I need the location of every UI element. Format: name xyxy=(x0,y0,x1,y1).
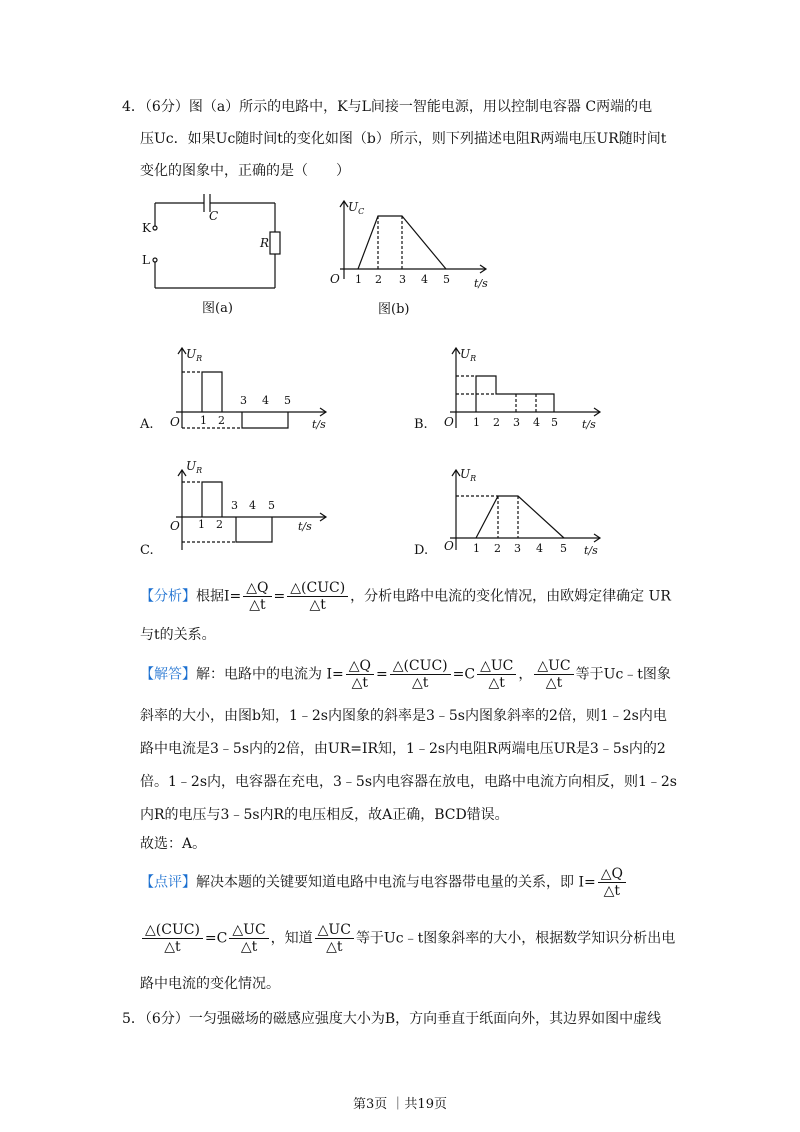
option-c-label: C. xyxy=(140,543,154,558)
origin: O xyxy=(330,272,340,286)
tick-1: 1 xyxy=(200,414,207,427)
answer-line-4: 倍。1﹣2s内，电容器在充电，3﹣5s内电容器在放电，电路中电流方向相反，则1﹣2s xyxy=(140,774,677,790)
ylabel-sub: R xyxy=(470,474,477,483)
answer-line-2: 斜率的大小，由图b知，1﹣2s内图象的斜率是3﹣5s内图象斜率的2倍，则1﹣2s内电 xyxy=(140,708,667,724)
tick-2: 2 xyxy=(494,542,501,555)
comma: ， xyxy=(518,666,533,683)
tick-5: 5 xyxy=(551,416,558,429)
option-b-ylabel xyxy=(460,347,476,363)
label-r: R xyxy=(260,236,270,250)
tick-3: 3 xyxy=(399,273,406,286)
option-c-chart xyxy=(140,459,340,562)
comment-line-3: 路中电流的变化情况。 xyxy=(140,976,280,992)
ylabel xyxy=(348,200,364,216)
fraction xyxy=(315,922,354,955)
numerator: △Q xyxy=(346,658,374,675)
label-k: K xyxy=(142,221,151,235)
option-d-label: D. xyxy=(414,543,429,558)
analysis-text-1: 根据I= xyxy=(196,588,242,605)
label-c: C xyxy=(209,209,219,223)
ylabel-text: U xyxy=(186,347,197,361)
fraction xyxy=(142,922,203,955)
answer-line-1 xyxy=(140,658,671,691)
fraction xyxy=(390,658,451,691)
option-b-origin: O xyxy=(444,415,454,429)
ylabel-text: U xyxy=(348,200,359,214)
numerator: △UC xyxy=(315,922,354,939)
option-a-xlabel: t/s xyxy=(312,418,326,431)
fraction xyxy=(477,658,516,691)
fraction xyxy=(346,658,374,691)
q4-line-2: 压Uc．如果Uc随时间t的变化如图（b）所示，则下列描述电阻R两端电压UR随时间t xyxy=(140,131,667,147)
numerator: △(CUC) xyxy=(390,658,451,675)
ylabel-sub: R xyxy=(470,354,477,363)
option-c-origin: O xyxy=(170,519,180,533)
equals-sign: = xyxy=(375,666,388,683)
tick-4: 4 xyxy=(249,499,256,512)
fraction xyxy=(243,580,271,613)
tick-4: 4 xyxy=(421,273,428,286)
option-b-xlabel: t/s xyxy=(582,418,596,431)
answer-text-1: 解：电路中的电流为 I= xyxy=(196,666,344,683)
tick-5: 5 xyxy=(268,499,275,512)
figure-a-caption: 图(a) xyxy=(202,301,233,316)
tick-1: 1 xyxy=(355,273,362,286)
option-d-ylabel xyxy=(460,467,476,483)
numerator: △Q xyxy=(598,866,626,883)
option-c-ylabel xyxy=(186,459,202,475)
answer-text-2: 等于Uc﹣t图象 xyxy=(575,666,671,683)
numerator: △(CUC) xyxy=(142,922,203,939)
comment-text-1: 解决本题的关键要知道电路中电流与电容器带电量的关系，即 I= xyxy=(196,874,596,891)
tick-3: 3 xyxy=(513,416,520,429)
figure-a-circuit xyxy=(140,190,280,320)
tick-1: 1 xyxy=(473,416,480,429)
answer-line-3: 路中电流是3﹣5s内的2倍，由UR=IR知，1﹣2s内电阻R两端电压UR是3﹣5s内的2 xyxy=(140,741,666,757)
denominator: △t xyxy=(411,675,429,691)
comment-text-3: 等于Uc﹣t图象斜率的大小，根据数学知识分析出电 xyxy=(355,930,676,947)
denominator: △t xyxy=(545,675,563,691)
q5-line-1: 5．（6分）一匀强磁场的磁感应强度大小为B，方向垂直于纸面向外，其边界如图中虚线 xyxy=(122,1011,662,1027)
figure-b-caption: 图(b) xyxy=(378,302,410,317)
ylabel-sub: R xyxy=(196,354,203,363)
ylabel-text: U xyxy=(460,347,471,361)
analysis-line-2: 与t的关系。 xyxy=(140,627,216,643)
tick-4: 4 xyxy=(536,542,543,555)
denominator: △t xyxy=(351,675,369,691)
label-l: L xyxy=(142,253,150,267)
ylabel-text: U xyxy=(186,459,197,473)
tick-1: 1 xyxy=(198,518,205,531)
fraction xyxy=(534,658,573,691)
tick-4: 4 xyxy=(533,416,540,429)
denominator: △t xyxy=(249,597,266,613)
analysis-tag: 【分析】 xyxy=(140,588,196,605)
ylabel-sub: R xyxy=(196,466,203,475)
q4-line-3: 变化的图象中，正确的是（ ） xyxy=(140,163,350,179)
denominator: △t xyxy=(309,597,326,613)
comment-line-1 xyxy=(140,866,628,899)
option-c-xlabel: t/s xyxy=(298,520,312,533)
q4-line-1: 4．（6分）图（a）所示的电路中，K与L间接一智能电源，用以控制电容器 C两端的电 xyxy=(122,99,653,115)
comment-text-2: ，知道 xyxy=(270,930,313,947)
tick-3: 3 xyxy=(240,394,247,407)
fraction xyxy=(287,580,348,613)
answer-tag: 【解答】 xyxy=(140,666,196,683)
option-d-chart xyxy=(414,462,614,562)
option-a-label: A. xyxy=(140,417,154,432)
fraction xyxy=(598,866,626,899)
numerator: △UC xyxy=(477,658,516,675)
xlabel: t/s xyxy=(474,277,488,290)
tick-1: 1 xyxy=(473,542,480,555)
numerator: △Q xyxy=(243,580,271,597)
option-a-chart xyxy=(140,340,340,440)
equals-sign: = xyxy=(273,588,286,605)
c-sign: =C xyxy=(204,930,228,947)
ylabel-sub: C xyxy=(358,207,365,216)
denominator: △t xyxy=(164,939,181,955)
option-b-chart xyxy=(414,340,614,440)
tick-3: 3 xyxy=(231,499,238,512)
option-d-origin: O xyxy=(444,539,454,553)
denominator: △t xyxy=(326,939,343,955)
fraction xyxy=(229,922,268,955)
numerator: △UC xyxy=(534,658,573,675)
analysis-text-2: ，分析电路中电流的变化情况，由欧姆定律确定 UR xyxy=(350,588,671,605)
tick-2: 2 xyxy=(216,518,223,531)
page-footer: 第3页 ｜共19页 xyxy=(353,1097,447,1112)
comment-line-2 xyxy=(140,922,675,955)
c-sign: =C xyxy=(452,666,476,683)
option-b-label: B. xyxy=(414,417,428,432)
tick-5: 5 xyxy=(560,542,567,555)
option-a-origin: O xyxy=(170,415,180,429)
numerator: △UC xyxy=(229,922,268,939)
tick-2: 2 xyxy=(375,273,382,286)
analysis-line-1 xyxy=(140,580,671,613)
comment-tag: 【点评】 xyxy=(140,874,196,891)
tick-5: 5 xyxy=(443,273,450,286)
ylabel-text: U xyxy=(460,467,471,481)
tick-3: 3 xyxy=(514,542,521,555)
option-d-xlabel: t/s xyxy=(584,544,598,557)
option-a-ylabel xyxy=(186,347,202,363)
numerator: △(CUC) xyxy=(287,580,348,597)
denominator: △t xyxy=(488,675,505,691)
answer-line-6: 故选：A。 xyxy=(140,836,207,852)
denominator: △t xyxy=(603,883,621,899)
figure-b-chart xyxy=(316,195,496,325)
tick-2: 2 xyxy=(493,416,500,429)
tick-2: 2 xyxy=(218,414,225,427)
tick-5: 5 xyxy=(284,394,291,407)
answer-line-5: 内R的电压与3﹣5s内R的电压相反，故A正确，BCD错误。 xyxy=(140,807,509,823)
denominator: △t xyxy=(240,939,258,955)
tick-4: 4 xyxy=(262,394,269,407)
